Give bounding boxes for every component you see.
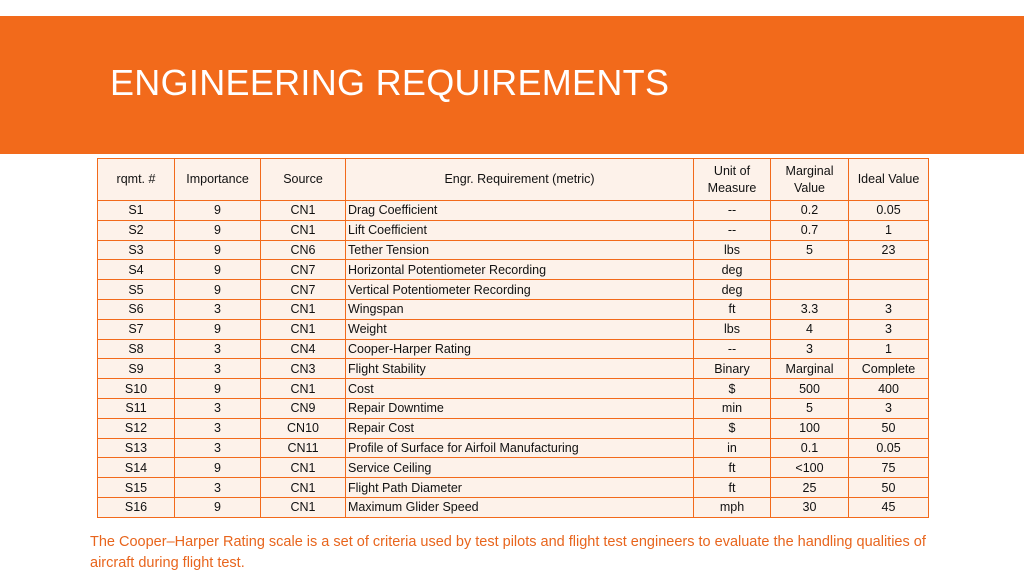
table-cell: CN1	[261, 299, 346, 319]
table-cell: CN1	[261, 220, 346, 240]
table-cell: CN11	[261, 438, 346, 458]
table-body	[98, 201, 929, 518]
table-cell: 0.2	[771, 201, 849, 221]
column-header: Importance	[175, 159, 261, 201]
table-cell: S1	[98, 201, 175, 221]
table-row	[98, 418, 929, 438]
table-cell: CN4	[261, 339, 346, 359]
table-cell: in	[694, 438, 771, 458]
table-cell	[771, 280, 849, 300]
caption-text: The Cooper–Harper Rating scale is a set of criteria used by test pilots and flight test engineers to evaluate the handling qualities of aircraft during flight test.	[90, 534, 926, 571]
table-row	[98, 240, 929, 260]
table-cell: 3	[175, 359, 261, 379]
table-row	[98, 478, 929, 498]
table-cell: 9	[175, 201, 261, 221]
table-cell: S9	[98, 359, 175, 379]
table-cell: S2	[98, 220, 175, 240]
table-row	[98, 299, 929, 319]
column-header: Ideal Value	[849, 159, 929, 201]
table-cell: CN3	[261, 359, 346, 379]
table-cell: Marginal	[771, 359, 849, 379]
table-cell: CN1	[261, 497, 346, 517]
table-cell: lbs	[694, 240, 771, 260]
table-cell: 5	[771, 240, 849, 260]
table-cell: ft	[694, 478, 771, 498]
requirements-table	[97, 158, 929, 518]
table-cell: CN1	[261, 379, 346, 399]
table-cell: Cost	[346, 379, 694, 399]
table-cell: S16	[98, 497, 175, 517]
table-cell: 5	[771, 398, 849, 418]
table-cell: 100	[771, 418, 849, 438]
table-cell: S14	[98, 458, 175, 478]
table-header-row	[98, 159, 929, 201]
table-cell: S13	[98, 438, 175, 458]
table-row	[98, 359, 929, 379]
table-cell: 30	[771, 497, 849, 517]
table-cell	[849, 260, 929, 280]
table-cell: CN9	[261, 398, 346, 418]
table-row	[98, 438, 929, 458]
table-cell: 9	[175, 497, 261, 517]
table-cell: 4	[771, 319, 849, 339]
table-cell: 3	[849, 398, 929, 418]
table-row	[98, 458, 929, 478]
table-cell: S15	[98, 478, 175, 498]
table-cell: 25	[771, 478, 849, 498]
table-row	[98, 379, 929, 399]
table-cell: 0.05	[849, 201, 929, 221]
table-cell: --	[694, 201, 771, 221]
table-cell: CN1	[261, 458, 346, 478]
table-row	[98, 260, 929, 280]
table-cell	[849, 280, 929, 300]
table-cell: 9	[175, 240, 261, 260]
table-cell: Lift Coefficient	[346, 220, 694, 240]
table-cell: $	[694, 379, 771, 399]
table-cell: 3	[771, 339, 849, 359]
table-cell: 3	[849, 319, 929, 339]
table-cell: 23	[849, 240, 929, 260]
table-cell: ft	[694, 458, 771, 478]
table-cell: 9	[175, 280, 261, 300]
table-row	[98, 319, 929, 339]
table-cell: CN7	[261, 280, 346, 300]
table-cell: CN1	[261, 478, 346, 498]
table-cell: 500	[771, 379, 849, 399]
table-cell: 3	[175, 478, 261, 498]
table-cell	[771, 260, 849, 280]
table-cell: S8	[98, 339, 175, 359]
table-cell: 3	[175, 438, 261, 458]
table-cell: Service Ceiling	[346, 458, 694, 478]
table-cell: 0.1	[771, 438, 849, 458]
slide-title: ENGINEERING REQUIREMENTS	[110, 62, 670, 103]
table-cell: --	[694, 339, 771, 359]
column-header: rqmt. #	[98, 159, 175, 201]
table-cell: Horizontal Potentiometer Recording	[346, 260, 694, 280]
table-cell: S3	[98, 240, 175, 260]
table-cell: 3	[175, 339, 261, 359]
table-cell: 3	[175, 418, 261, 438]
table-cell: deg	[694, 260, 771, 280]
table-cell: 0.7	[771, 220, 849, 240]
table-cell: S5	[98, 280, 175, 300]
table-cell: CN1	[261, 201, 346, 221]
table-cell: --	[694, 220, 771, 240]
column-header: Unit of Measure	[694, 159, 771, 201]
table-row	[98, 280, 929, 300]
table-cell: ft	[694, 299, 771, 319]
table-cell: 50	[849, 418, 929, 438]
table-cell: Vertical Potentiometer Recording	[346, 280, 694, 300]
table-cell: 50	[849, 478, 929, 498]
table-cell: 3	[849, 299, 929, 319]
table-cell: Repair Cost	[346, 418, 694, 438]
table-cell: <100	[771, 458, 849, 478]
table-cell: S6	[98, 299, 175, 319]
table-cell: S12	[98, 418, 175, 438]
table-cell: CN7	[261, 260, 346, 280]
table-cell: 1	[849, 220, 929, 240]
table-cell: min	[694, 398, 771, 418]
table-cell: 9	[175, 260, 261, 280]
table-cell: 400	[849, 379, 929, 399]
column-header: Marginal Value	[771, 159, 849, 201]
table-cell: Drag Coefficient	[346, 201, 694, 221]
column-header: Source	[261, 159, 346, 201]
table-cell: Flight Stability	[346, 359, 694, 379]
table-cell: CN6	[261, 240, 346, 260]
table-cell: lbs	[694, 319, 771, 339]
table-cell: 0.05	[849, 438, 929, 458]
table-row	[98, 201, 929, 221]
table-row	[98, 398, 929, 418]
table-cell: 9	[175, 458, 261, 478]
table-row	[98, 497, 929, 517]
table-cell: CN1	[261, 319, 346, 339]
table-row	[98, 220, 929, 240]
table-cell: 3	[175, 398, 261, 418]
table-cell: Maximum Glider Speed	[346, 497, 694, 517]
table-cell: Binary	[694, 359, 771, 379]
table-row	[98, 339, 929, 359]
table-cell: 3.3	[771, 299, 849, 319]
table-cell: Repair Downtime	[346, 398, 694, 418]
table-cell: CN10	[261, 418, 346, 438]
column-header: Engr. Requirement (metric)	[346, 159, 694, 201]
table-cell: Cooper-Harper Rating	[346, 339, 694, 359]
table-cell: Weight	[346, 319, 694, 339]
table-cell: 45	[849, 497, 929, 517]
table-cell: Flight Path Diameter	[346, 478, 694, 498]
table-cell: S4	[98, 260, 175, 280]
table-cell: 9	[175, 379, 261, 399]
table-cell: S11	[98, 398, 175, 418]
table-cell: Tether Tension	[346, 240, 694, 260]
table-cell: 75	[849, 458, 929, 478]
table-cell: 3	[175, 299, 261, 319]
table-cell: 9	[175, 220, 261, 240]
table-cell: S10	[98, 379, 175, 399]
table-cell: mph	[694, 497, 771, 517]
table-cell: S7	[98, 319, 175, 339]
table-cell: 9	[175, 319, 261, 339]
table-cell: $	[694, 418, 771, 438]
table-cell: 1	[849, 339, 929, 359]
table-cell: Complete	[849, 359, 929, 379]
table-cell: deg	[694, 280, 771, 300]
table-cell: Wingspan	[346, 299, 694, 319]
table-cell: Profile of Surface for Airfoil Manufacturing	[346, 438, 694, 458]
